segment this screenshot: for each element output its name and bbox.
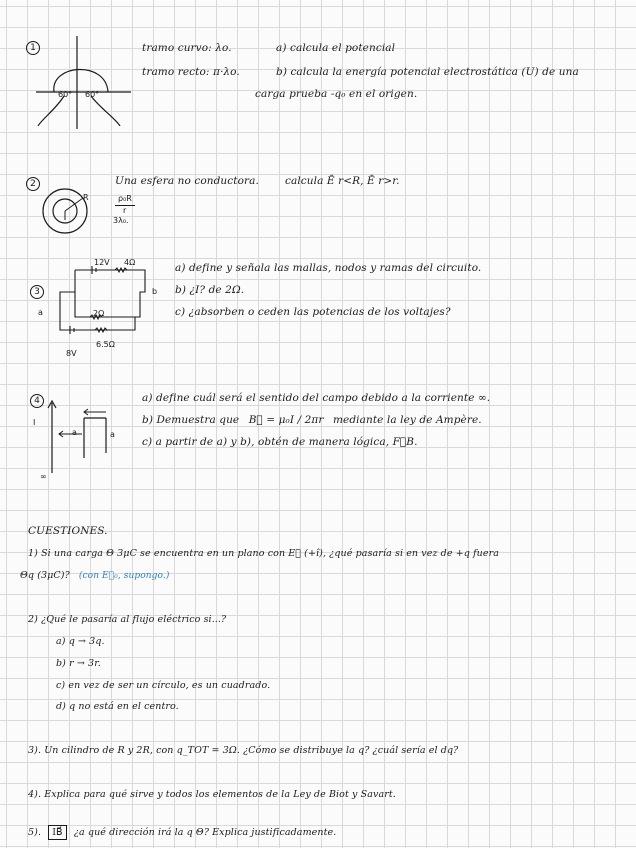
circuit-4ohm-label: 4Ω bbox=[124, 258, 136, 267]
question-2: 2) ¿Qué le pasaría al flujo eléctrico si...? bbox=[28, 614, 227, 625]
problem-1-angle2: 60° bbox=[85, 90, 100, 99]
question-1-note: (con E⃗₀, supongo.) bbox=[78, 571, 170, 581]
problem-3-part-c: c) ¿absorben o ceden las potencias de los voltajes? bbox=[175, 306, 451, 318]
question-1-cont bbox=[20, 569, 169, 583]
problem-4-infinity-label: ∞ bbox=[40, 472, 47, 481]
circuit-node-a: a bbox=[38, 308, 43, 317]
question-1-cont-text: Θq (3μC)? bbox=[20, 570, 70, 581]
problem-4-part-b bbox=[142, 414, 482, 427]
circuit-12v-label: 12V bbox=[94, 258, 110, 267]
circuit-8v-label: 8V bbox=[66, 349, 77, 358]
question-5-number: 5). bbox=[28, 827, 42, 838]
problem-4-part-b-pre: b) Demuestra que bbox=[142, 414, 240, 426]
question-5-text: ¿a qué dirección irá la q Θ? Explica justificadamente. bbox=[73, 827, 337, 838]
problem-4-part-c: c) a partir de a) y b), obtén de manera lógica, F⃗B. bbox=[142, 436, 418, 448]
problem-2-rho-numerator: ρ₀R bbox=[118, 194, 132, 203]
problem-1-number: 1 bbox=[26, 39, 40, 55]
cuestiones-title: CUESTIONES. bbox=[28, 525, 108, 537]
problem-2-number: 2 bbox=[26, 175, 40, 191]
problem-1-figure bbox=[36, 34, 146, 134]
circuit-node-b: b bbox=[152, 287, 158, 296]
problem-2-statement: Una esfera no conductora. bbox=[115, 175, 259, 187]
problem-2-charge-label: 3λ₀. bbox=[113, 216, 129, 225]
question-3: 3). Un cilindro de R y 2R, con q_TOT = 3Ω. ¿Cómo se distribuye la q? ¿cuál sería el dq? bbox=[28, 745, 459, 756]
problem-1-left-1: tramo curvo: λo. bbox=[142, 42, 232, 54]
question-2-item-b: b) r → 3r. bbox=[56, 658, 101, 669]
problem-1-angle1: 60° bbox=[58, 90, 73, 99]
question-1: 1) Si una carga Θ 3μC se encuentra en un plano con E⃗ (+î), ¿qué pasaría si en vez de +q fuera bbox=[28, 548, 500, 559]
problem-1-left-2: tramo recto: π·λo. bbox=[142, 66, 240, 78]
problem-2-calc: calcula Ē r<R, Ē r>r. bbox=[285, 175, 400, 187]
problem-2-sphere-figure bbox=[40, 188, 100, 238]
question-2-item-d: d) q no está en el centro. bbox=[56, 701, 179, 712]
problem-4-distance-a2: a bbox=[110, 430, 115, 439]
problem-2-rho-denominator: r bbox=[123, 206, 127, 215]
circuit-6-5ohm-label: 6.5Ω bbox=[96, 340, 115, 349]
problem-2-radius-label: R bbox=[83, 193, 89, 202]
circuit-2ohm-label: 2Ω bbox=[93, 309, 105, 318]
problem-1-part-b-cont: carga prueba -q₀ en el origen. bbox=[255, 88, 418, 100]
problem-3-part-b: b) ¿I? de 2Ω. bbox=[175, 284, 245, 296]
problem-4-part-b-post: mediante la ley de Ampère. bbox=[332, 414, 482, 426]
problem-4-part-a: a) define cuál será el sentido del campo debido a la corriente ∞. bbox=[142, 392, 491, 404]
problem-4-field-equation: B⃗ = μ₀I / 2πr bbox=[248, 414, 324, 426]
problem-4-distance-a1: a bbox=[72, 428, 77, 437]
problem-3-number: 3 bbox=[30, 283, 44, 299]
question-5-box: IB⃗ bbox=[48, 825, 66, 840]
problem-1-part-a: a) calcula el potencial bbox=[276, 42, 396, 54]
question-2-item-a: a) q → 3q. bbox=[56, 636, 105, 647]
question-2-item-c: c) en vez de ser un círculo, es un cuadrado. bbox=[56, 680, 271, 691]
problem-4-current-label: I bbox=[33, 418, 36, 427]
question-5 bbox=[28, 825, 336, 840]
problem-1-part-b: b) calcula la energía potencial electrostática (U) de una bbox=[276, 66, 579, 78]
question-4: 4). Explica para qué sirve y todos los elementos de la Ley de Biot y Savart. bbox=[28, 789, 396, 800]
problem-4-number: 4 bbox=[30, 392, 44, 408]
problem-3-circuit bbox=[50, 262, 160, 347]
problem-3-part-a: a) define y señala las mallas, nodos y ramas del circuito. bbox=[175, 262, 482, 274]
